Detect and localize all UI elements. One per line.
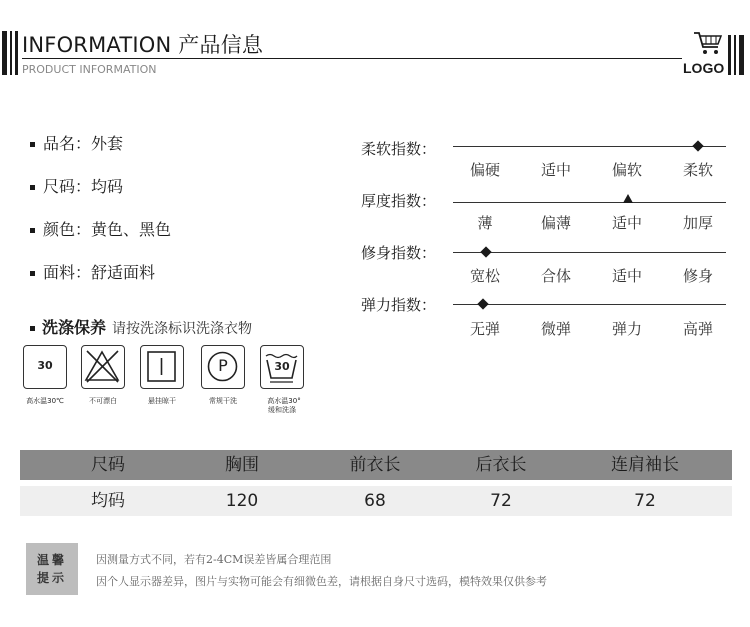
gentle-wash-temp: 30 bbox=[274, 360, 290, 373]
table-header-cell: 后衣长 bbox=[475, 455, 527, 475]
softness-option: 偏软 bbox=[611, 161, 642, 179]
softness-line bbox=[453, 146, 726, 147]
shopping-cart-icon bbox=[692, 30, 724, 56]
care-title: 洗涤保养 bbox=[42, 318, 107, 337]
softness-option: 偏硬 bbox=[469, 161, 500, 179]
thickness-option: 加厚 bbox=[682, 214, 713, 232]
care-caption: 缓和洗涤 bbox=[268, 406, 296, 414]
dry-clean-letter: P bbox=[218, 356, 228, 375]
thickness-marker bbox=[623, 194, 633, 203]
info-color: 颜色：黄色、黑色 bbox=[30, 217, 171, 240]
care-caption: 悬挂晾干 bbox=[148, 397, 176, 405]
table-header-cell: 胸围 bbox=[225, 455, 259, 475]
thickness-option: 薄 bbox=[477, 214, 493, 232]
elasticity-line bbox=[453, 304, 726, 305]
softness-label: 柔软指数： bbox=[361, 140, 437, 158]
care-subtitle: 请按洗涤标识洗涤衣物 bbox=[112, 321, 253, 337]
hang-dry-icon bbox=[140, 345, 184, 389]
info-name: 品名：外套 bbox=[30, 131, 123, 154]
page-title: INFORMATION 产品信息 bbox=[22, 33, 264, 57]
thickness-line bbox=[453, 202, 726, 203]
logo-text: LOGO bbox=[683, 60, 725, 76]
table-header-cell: 前衣长 bbox=[349, 455, 401, 475]
bullet-square bbox=[30, 185, 35, 190]
elasticity-marker bbox=[477, 298, 488, 309]
softness-marker bbox=[692, 140, 703, 151]
fit-option: 适中 bbox=[611, 267, 642, 285]
elasticity-option: 微弹 bbox=[540, 320, 571, 338]
notice-badge-line: 温馨 bbox=[36, 553, 67, 567]
care-caption: 不可漂白 bbox=[89, 397, 117, 405]
fit-label: 修身指数： bbox=[361, 244, 437, 262]
table-cell: 120 bbox=[225, 491, 259, 511]
notice-line: 因测量方式不同，若有2-4CM误差皆属合理范围 bbox=[96, 553, 332, 566]
fit-option: 合体 bbox=[540, 267, 571, 285]
thickness-option: 适中 bbox=[611, 214, 642, 232]
table-cell: 68 bbox=[364, 491, 386, 511]
info-fabric: 面料：舒适面料 bbox=[30, 260, 155, 283]
table-row bbox=[20, 486, 732, 516]
header-divider bbox=[22, 58, 682, 59]
fit-line bbox=[453, 252, 726, 253]
table-cell: 72 bbox=[490, 491, 512, 511]
table-cell: 72 bbox=[634, 491, 656, 511]
bullet-square bbox=[30, 326, 35, 331]
table-header-cell: 连肩袖长 bbox=[611, 455, 679, 475]
bullet-square bbox=[30, 142, 35, 147]
elasticity-option: 无弹 bbox=[469, 320, 500, 338]
info-size: 尺码：均码 bbox=[30, 174, 123, 197]
fit-marker bbox=[480, 246, 491, 257]
fit-option: 修身 bbox=[682, 267, 713, 285]
gentle-wash-30-icon bbox=[260, 345, 304, 389]
notice-badge bbox=[26, 543, 78, 595]
thickness-option: 偏薄 bbox=[540, 214, 571, 232]
care-heading bbox=[30, 315, 252, 338]
care-caption: 高水温30℃ bbox=[26, 397, 64, 405]
dry-clean-icon bbox=[201, 345, 245, 389]
elasticity-option: 高弹 bbox=[682, 320, 713, 338]
bullet-square bbox=[30, 271, 35, 276]
thickness-label: 厚度指数： bbox=[361, 192, 437, 210]
table-header-cell: 尺码 bbox=[91, 455, 125, 475]
care-caption: 常规干洗 bbox=[209, 397, 237, 405]
elasticity-option: 弹力 bbox=[611, 320, 642, 338]
fit-option: 宽松 bbox=[469, 267, 500, 285]
care-caption: 高水温30° bbox=[267, 397, 301, 405]
table-cell: 均码 bbox=[91, 491, 125, 511]
page-subtitle: PRODUCT INFORMATION bbox=[22, 63, 157, 76]
elasticity-label: 弹力指数： bbox=[361, 296, 437, 314]
wash-30-icon bbox=[23, 345, 67, 389]
softness-option: 柔软 bbox=[682, 161, 713, 179]
no-bleach-icon bbox=[81, 345, 125, 389]
notice-line: 因个人显示器差异，图片与实物可能会有细微色差，请根据自身尺寸选码，模特效果仅供参考 bbox=[96, 575, 547, 588]
size-table-header bbox=[20, 450, 732, 480]
bullet-square bbox=[30, 228, 35, 233]
wash-30-temp: 30 bbox=[37, 359, 53, 372]
softness-option: 适中 bbox=[540, 161, 571, 179]
notice-badge-line: 提示 bbox=[36, 571, 67, 585]
